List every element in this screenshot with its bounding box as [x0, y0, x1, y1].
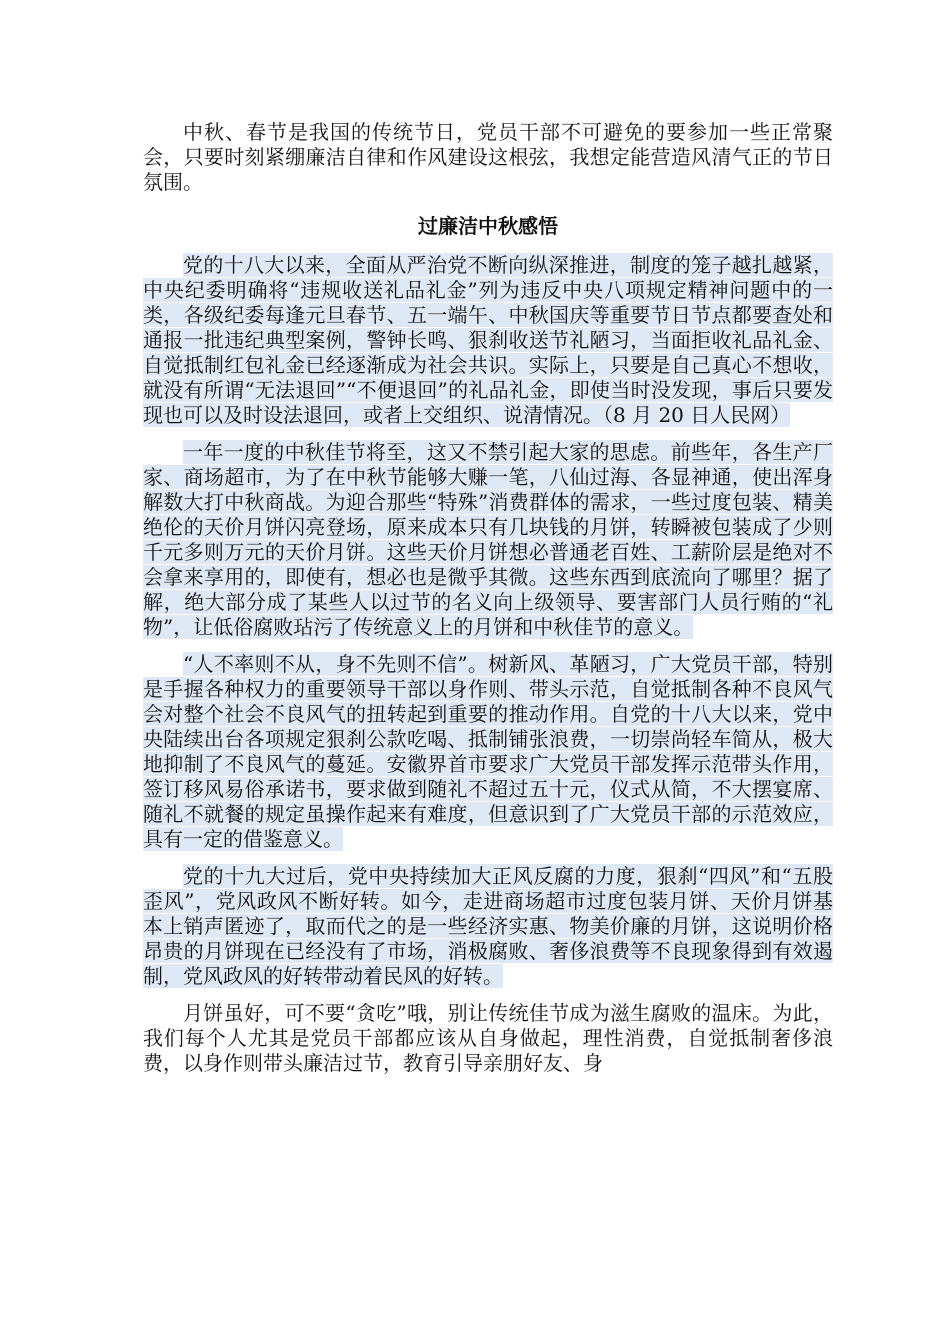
paragraph-text: 月饼虽好，可不要“贪吃”哦，别让传统佳节成为滋生腐败的温床。为此，我们每个人尤其是党员干部都应该从自身做起，理性消费，自觉抵制奢侈浪费，以身作则带头廉洁过节，教育引导亲朋好友、身 — [143, 1001, 833, 1075]
paragraph-5 — [143, 1001, 833, 1076]
article-title: 过廉洁中秋感悟 — [418, 214, 558, 238]
document-body — [143, 120, 833, 1088]
paragraph-text: 党的十九大过后，党中央持续加大正风反腐的力度，狠刹“四风”和“五股歪风”，党风政风不断好转。如今，走进商场超市过度包装月饼、天价月饼基本上销声匿迹了，取而代之的是一些经济实惠、物美价廉的月饼，这说明价格昂贵的月饼现在已经没有了市场，消极腐败、奢侈浪费等不良现象得到有效遏制，党风政风的好转带动着民风的好转。 — [143, 864, 833, 988]
paragraph-4 — [143, 864, 833, 989]
paragraph-text: 党的十八大以来，全面从严治党不断向纵深推进，制度的笼子越扎越紧，中央纪委明确将“违规收送礼品礼金”列为违反中央八项规定精神问题中的一类，各级纪委每逢元旦春节、五一端午、中秋国庆等重要节日节点都要查处和通报一批违纪典型案例，警钟长鸣、狠刹收送节礼陋习，当面拒收礼品礼金、自觉抵制红包礼金已经逐渐成为社会共识。实际上，只要是自己真心不想收，就没有所谓“无法退回”“不便退回”的礼品礼金，即使当时没发现，事后只要发现也可以及时设法退回，或者上交组织、说清情况。（8 月 20 日人民网） — [143, 253, 833, 427]
paragraph-2 — [143, 440, 833, 640]
intro-paragraph-text: 中秋、春节是我国的传统节日，党员干部不可避免的要参加一些正常聚会，只要时刻紧绷廉洁自律和作风建设这根弦，我想定能营造风清气正的节日氛围。 — [143, 120, 833, 194]
paragraph-3 — [143, 652, 833, 852]
intro-paragraph — [143, 120, 833, 195]
paragraph-1 — [143, 253, 833, 428]
paragraph-text: “人不率则不从，身不先则不信”。树新风、革陋习，广大党员干部，特别是手握各种权力的重要领导干部以身作则、带头示范，自觉抵制各种不良风气会对整个社会不良风气的扭转起到重要的推动作用。自党的十八大以来，党中央陆续出台各项规定狠刹公款吃喝、抵制铺张浪费，一切崇尚轻车简从，极大地抑制了不良风气的蔓延。安徽界首市要求广大党员干部发挥示范带头作用，签订移风易俗承诺书，要求做到随礼不超过五十元，仪式从简，不大摆宴席、随礼不就餐的规定虽操作起来有难度，但意识到了广大党员干部的示范效应，具有一定的借鉴意义。 — [143, 652, 833, 851]
paragraph-text: 一年一度的中秋佳节将至，这又不禁引起大家的思虑。前些年，各生产厂家、商场超市，为了在中秋节能够大赚一笔，八仙过海、各显神通，使出浑身解数大打中秋商战。为迎合那些“特殊”消费群体的需求，一些过度包装、精美绝伦的天价月饼闪亮登场，原来成本只有几块钱的月饼，转瞬被包装成了少则千元多则万元的天价月饼。这些天价月饼想必普通老百姓、工薪阶层是绝对不会拿来享用的，即使有，想必也是微乎其微。这些东西到底流向了哪里？据了解，绝大部分成了某些人以过节的名义向上级领导、要害部门人员行贿的“礼物”，让低俗腐败玷污了传统意义上的月饼和中秋佳节的意义。 — [143, 440, 833, 639]
